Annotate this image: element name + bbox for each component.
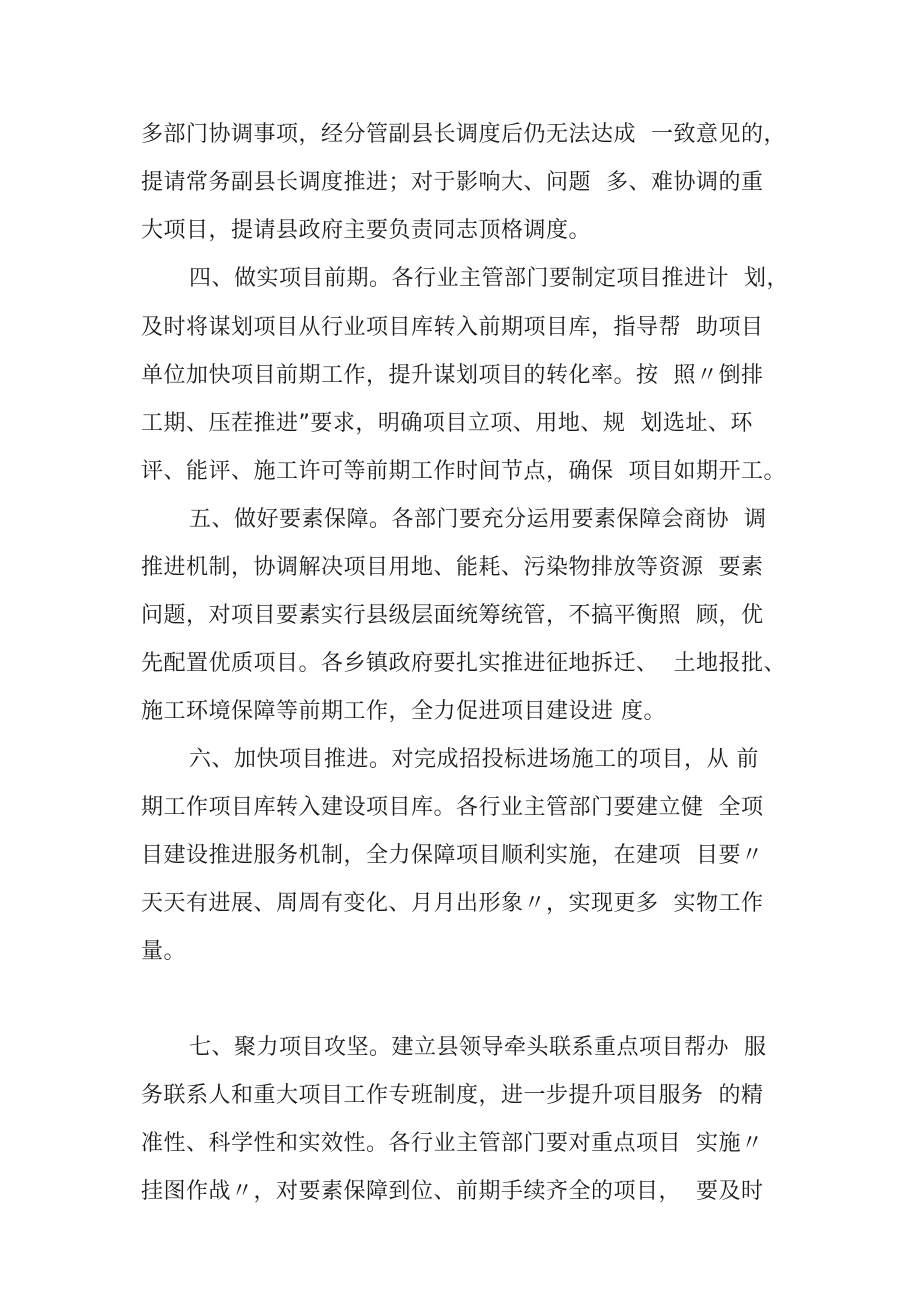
paragraph-2-line-3: 单位加快项目前期工作，提升谋划项目的转化率。按 照〃倒排 [141,363,764,388]
paragraph-2-line-4: 工期、压茬推进”要求，明确项目立项、用地、规 划选址、环 [141,411,753,436]
paragraph-5-line-2: 务联系人和重大项目工作专班制度，进一步提升项目服务 的精 [141,1083,764,1108]
paragraph-1-line-1: 多部门协调事项，经分管副县长调度后仍无法达成 一致意见的， [141,122,786,147]
paragraph-4-line-2: 期工作项目库转入建设项目库。各行业主管部门要建立健 全项 [141,795,764,820]
paragraph-4-line-4: 天天有进展、周周有变化、月月出形象〃，实现更多 实物工作 [141,891,764,916]
paragraph-4-line-5: 量。 [141,939,187,964]
paragraph-4-line-3: 目建设推进服务机制，全力保障项目顺利实施，在建项 目要〃 [141,843,764,868]
paragraph-5-line-4: 挂图作战〃，对要素保障到位、前期手续齐全的项目， 要及时 [141,1179,764,1204]
paragraph-3-line-5: 施工环境保障等前期工作，全力促进项目建设进 度。 [141,699,666,724]
paragraph-3-line-4: 先配置优质项目。各乡镇政府要扎实推进征地拆迁、 土地报批、 [141,651,786,676]
paragraph-4-line-1: 六、加快项目推进。对完成招投标进场施工的项目，从 前 [189,747,759,772]
paragraph-3-line-1: 五、做好要素保障。各部门要充分运用要素保障会商协 调 [189,507,767,532]
paragraph-1-line-2: 提请常务副县长调度推进；对于影响大、问题 多、难协调的重 [141,170,764,195]
paragraph-2-line-1: 四、做实项目前期。各行业主管部门要制定项目推进计 划， [189,266,789,291]
paragraph-3-line-2: 推进机制，协调解决项目用地、能耗、污染物排放等资源 要素 [141,555,764,580]
paragraph-5-line-1: 七、聚力项目攻坚。建立县领导牵头联系重点项目帮办 服 [189,1035,767,1060]
paragraph-1-line-3: 大项目，提请县政府主要负责同志顶格调度。 [141,218,592,243]
paragraph-3-line-3: 问题，对项目要素实行县级层面统筹统管，不搞平衡照 顾，优 [141,603,764,628]
paragraph-2-line-5: 评、能评、施工许可等前期工作时间节点，确保 项目如期开工。 [141,459,786,484]
paragraph-2-line-2: 及时将谋划项目从行业项目库转入前期项目库，指导帮 助项目 [141,315,764,340]
paragraph-5-line-3: 准性、科学性和实效性。各行业主管部门要对重点项目 实施〃 [141,1131,764,1156]
